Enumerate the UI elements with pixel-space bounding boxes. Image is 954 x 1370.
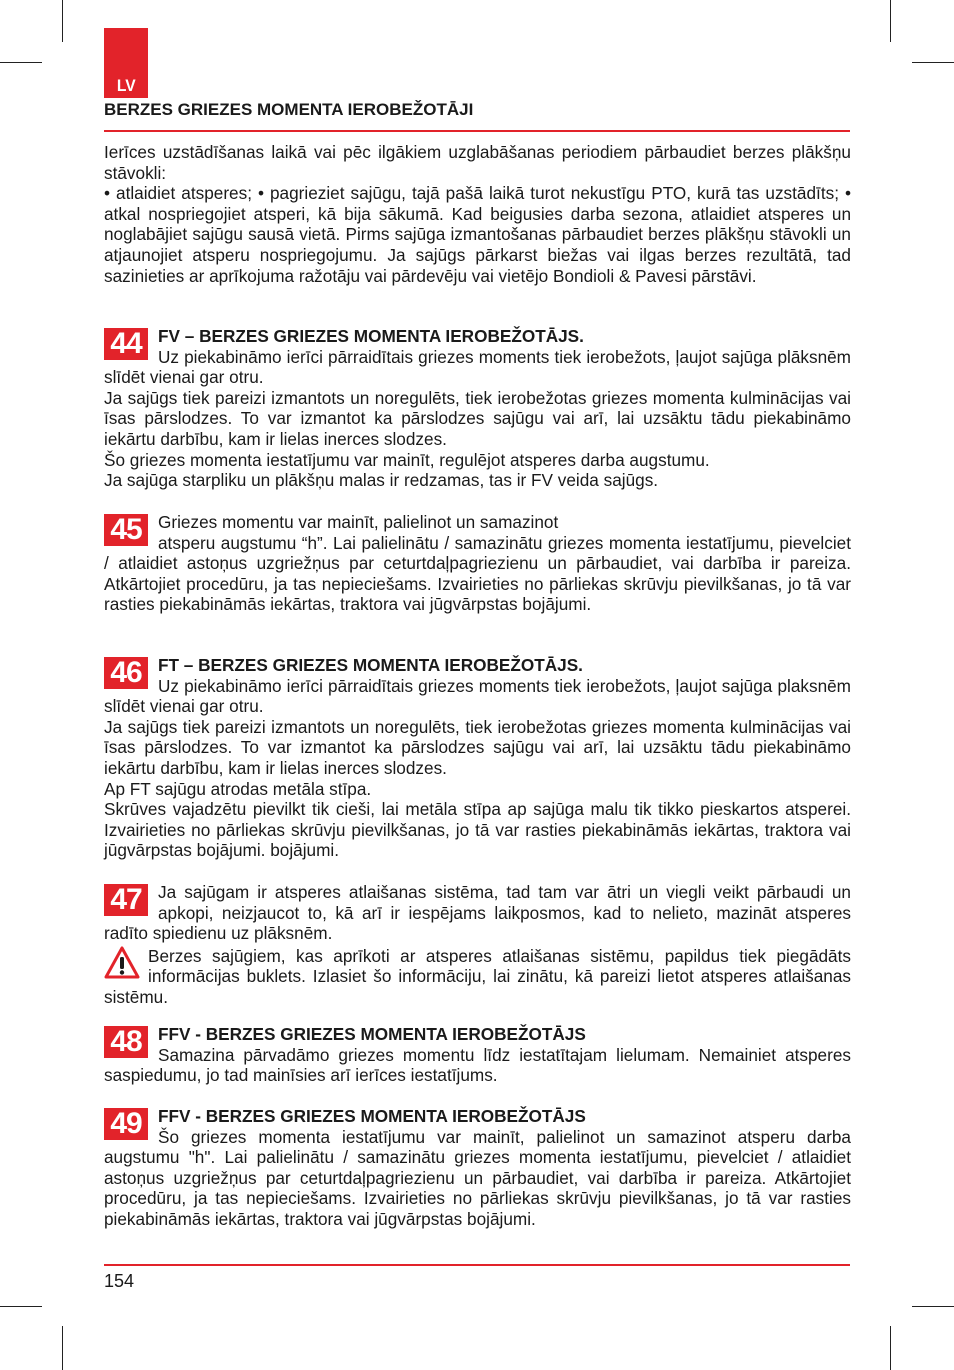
section-paragraph: Ja sajūgam ir atsperes atlaišanas sistēma, tad tam var ātri un viegli veikt pārbaudi un apkopi, neizjaucot to, kā arī ir iespējams laikposmos, kad to nelieto, mazināt atsperes radīto spiedienu uz plāksnēm. [104, 882, 851, 944]
page-title: BERZES GRIEZES MOMENTA IEROBEŽOTĀJI [104, 100, 474, 119]
section-number-badge: 45 [104, 514, 148, 546]
crop-mark [912, 62, 954, 63]
crop-mark [890, 0, 891, 42]
section-number-badge: 44 [104, 328, 148, 360]
crop-mark [890, 1326, 891, 1370]
crop-mark [62, 1326, 63, 1370]
warning-triangle-icon [104, 946, 140, 980]
section-heading: FT – BERZES GRIEZES MOMENTA IEROBEŽOTĀJS. [158, 655, 583, 675]
section-heading: FFV - BERZES GRIEZES MOMENTA IEROBEŽOTĀJS [158, 1106, 586, 1126]
section-paragraph: Samazina pārvadāmo griezes momentu līdz iestatītajam lielumam. Nemainiet atsperes saspiedumu, jo tad mainīsies arī ierīces iestatījums. [104, 1044, 851, 1086]
section-paragraph: Griezes momentu var mainīt, palielinot un samazinot [158, 512, 559, 532]
section-paragraph: Uz piekabināmo ierīci pārraidītais griezes moments tiek ierobežots, ļaujot sajūga plāksnēm slīdēt vienai gar otru. [104, 346, 851, 388]
section-heading: FV – BERZES GRIEZES MOMENTA IEROBEŽOTĀJS. [158, 326, 584, 346]
section-paragraph: Ja sajūgs tiek pareizi izmantots un noregulēts, tiek ierobežotas griezes momenta kulminācijas vai īsas pārslodzes. To var izmantot ka pārslodzes sajūgu vai arī, lai uzsāktu tādu piekabināmo iekārtu darbību, kam ir lielas inerces slodzes. [104, 716, 851, 778]
section-paragraph: Šo griezes momenta iestatījumu var mainīt, palielinot un samazinot atsperu darba augstumu "h". Lai palielinātu / samazinātu griezes momenta iestatījumu, pievelciet / atlaidiet astoņus uzgriežņus par ceturtdaļpagriezienu un pārbaudiet, vai darbība ir pareiza. Atkārtojiet procedūru, ja tas nepieciešams. Izvairieties no pārliekas skrūvju pievilkšanas, jo tā var rasties piekabināmās iekārtas, traktora vai jūgvārpstas bojājumi. [104, 1126, 851, 1229]
section-number-badge: 49 [104, 1108, 148, 1140]
intro-paragraph: Ierīces uzstādīšanas laikā vai pēc ilgākiem uzglabāšanas periodiem pārbaudiet berzes plākšņu stāvokli: [104, 142, 851, 183]
section-number-badge: 47 [104, 884, 148, 916]
section-paragraph: atsperu augstumu “h”. Lai palielinātu / samazinātu griezes momenta iestatījumu, pievelciet / atlaidiet astoņus uzgriežņus par ceturtdaļpagriezienu un pārbaudiet, vai darbība ir pareiza. Atkārtojiet procedūru, ja tas nepieciešams. Izvairieties no pārliekas skrūvju pievilkšanas, jo tā var rasties piekabināmās iekārtas, traktora vai jūgvārpstas bojājumi. [104, 532, 851, 615]
section-paragraph: Uz piekabināmo ierīci pārraidītais griezes moments tiek ierobežots, ļaujot sajūga plaksnēm slīdēt vienai gar otru. [104, 675, 851, 717]
section-number-badge: 48 [104, 1026, 148, 1058]
section-heading: FFV - BERZES GRIEZES MOMENTA IEROBEŽOTĀJS [158, 1024, 586, 1044]
crop-mark [0, 62, 42, 63]
section-paragraph: Skrūves vajadzētu pievilkt tik cieši, lai metāla stīpa ap sajūga malu tik tikko pieskartos atsperei. Izvairieties no pārliekas skrūvju pievilkšanas, jo tā var rasties piekabināmās iekārtas, traktora vai jūgvārpstas bojājumi. bojājumi. [104, 799, 851, 861]
section-44 [104, 326, 851, 491]
section-46 [104, 655, 851, 861]
page-number: 154 [104, 1271, 135, 1291]
crop-mark [62, 0, 63, 42]
language-tab: LV [104, 28, 148, 98]
section-paragraph: Ja sajūga starpliku un plākšņu malas ir redzamas, tas ir FV veida sajūgs. [104, 470, 659, 491]
intro-text [104, 142, 851, 286]
footer-rule [104, 1264, 850, 1266]
warning-text: Berzes sajūgiem, kas aprīkoti ar atsperes atlaišanas sistēmu, papildus tiek piegādāts informācijas buklets. Izlasiet šo informāciju, lai zinātu, kā pareizi lietot atsperes atlaišanas sistēmu. [104, 945, 851, 1007]
intro-paragraph: • atlaidiet atsperes; • pagrieziet sajūgu, tajā pašā laikā turot nekustīgu PTO, kurā tas uzstādīts; • atkal nospriegojiet atsperi, kā bija sākumā. Kad beigusies darba sezona, atlaidiet atsperes un noglabājiet sajūgu sausā vietā. Pirms sajūga izmantošanas pārbaudiet berzes plākšņu stāvokli un atjaunojiet atsperu nospriegojumu. Ja sajūgs pārkarst biežas vai ilgas berzes rezultātā, tad sazinieties ar aprīkojuma ražotāju vai pārdevēju vai vietējo Bondioli & Pavesi pārstāvi. [104, 183, 851, 286]
section-49 [104, 1106, 851, 1230]
section-45 [104, 512, 851, 615]
section-48 [104, 1024, 851, 1086]
section-47 [104, 882, 851, 1008]
section-paragraph: Šo griezes momenta iestatījumu var mainīt, regulējot atsperes darba augstumu. [104, 449, 710, 470]
section-paragraph: Ja sajūgs tiek pareizi izmantots un noregulēts, tiek ierobežotas griezes momenta kulminācijas vai īsas pārslodzes. To var izmantot ka pārslodzes sajūgu vai arī, lai uzsāktu tādu piekabināmo iekārtu darbību, kam ir lielas inerces slodzes. [104, 387, 851, 449]
section-number-badge: 46 [104, 657, 148, 689]
section-paragraph: Ap FT sajūgu atrodas metāla stīpa. [104, 778, 372, 799]
header-rule [104, 130, 850, 132]
crop-mark [912, 1306, 954, 1307]
crop-mark [0, 1306, 42, 1307]
